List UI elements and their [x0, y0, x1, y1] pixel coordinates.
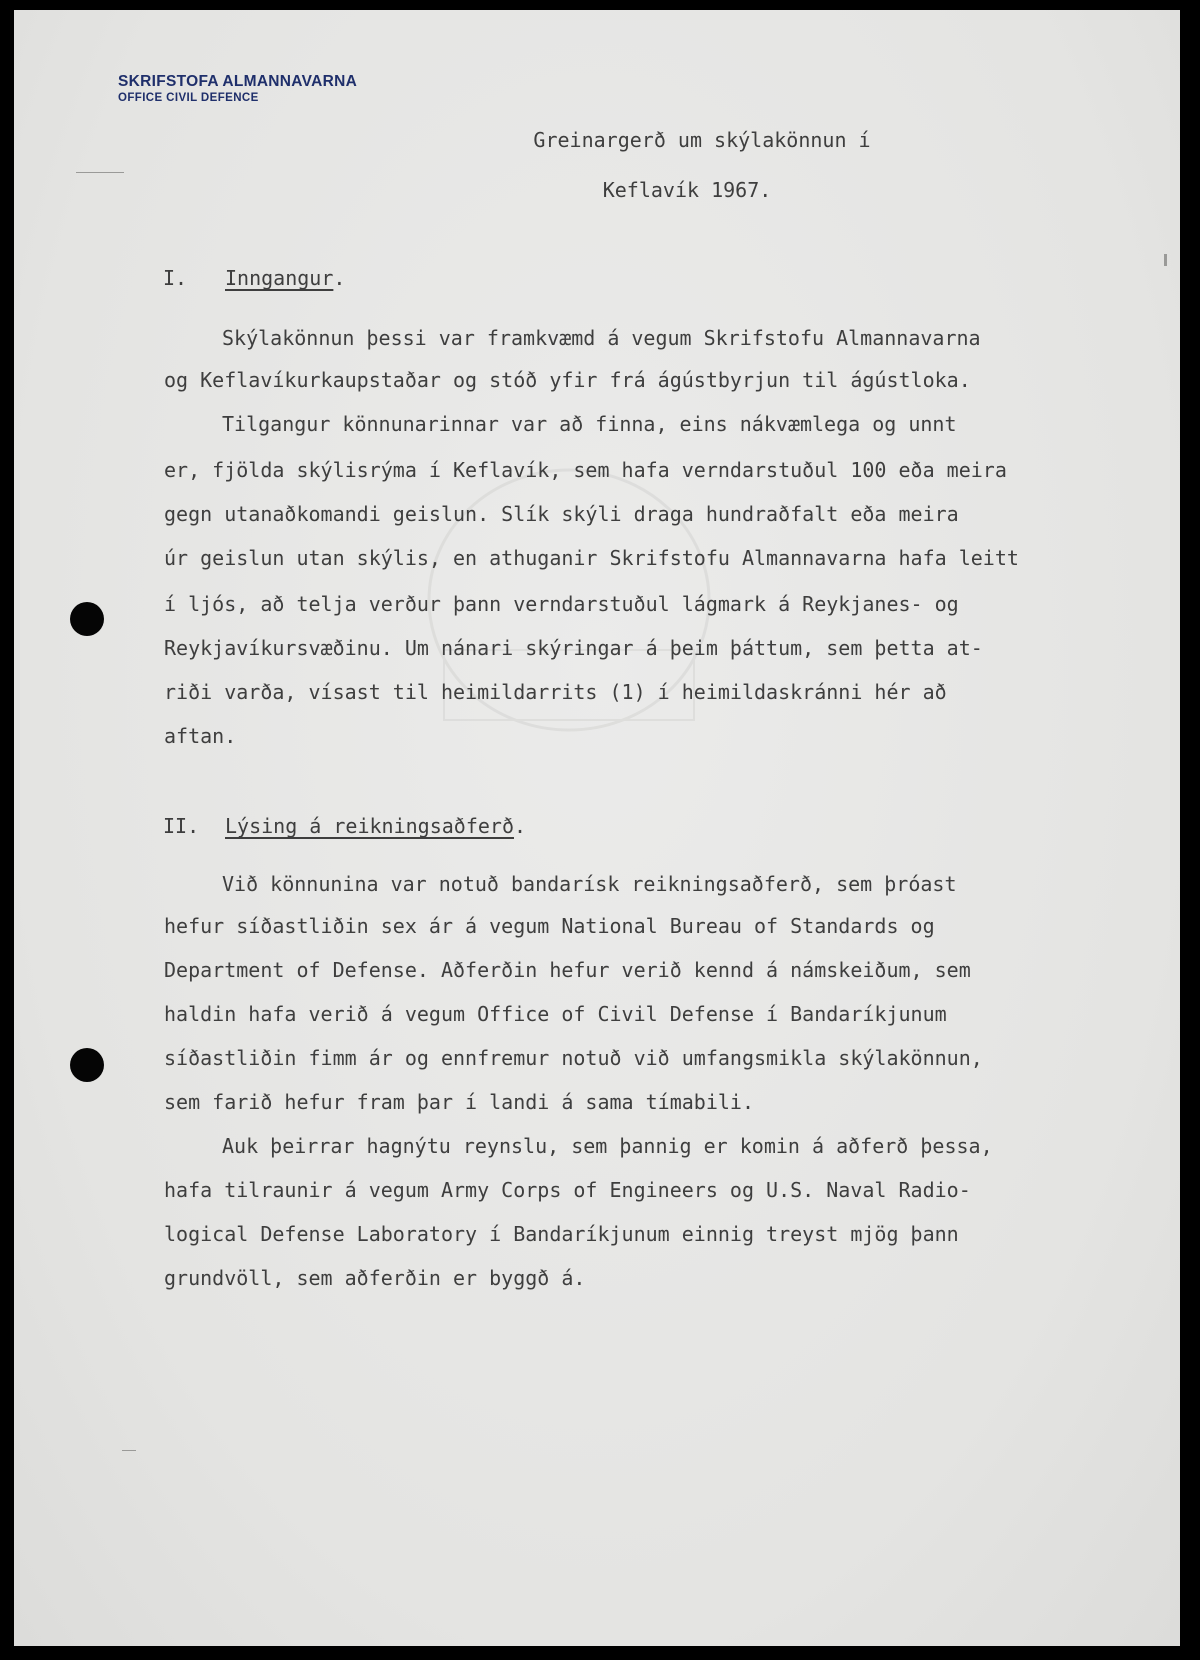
paragraph-line: er, fjölda skýlisrýma í Keflavík, sem hafa verndarstuðul 100 eða meira: [164, 458, 1007, 482]
paragraph-line: Department of Defense. Aðferðin hefur verið kennd á námskeiðum, sem: [164, 958, 971, 982]
paragraph-line: hafa tilraunir á vegum Army Corps of Engineers og U.S. Naval Radio-: [164, 1178, 971, 1202]
paragraph-line: logical Defense Laboratory í Bandaríkjunum einnig treyst mjög þann: [164, 1222, 959, 1246]
edge-mark: [76, 172, 124, 173]
paragraph-line: aftan.: [164, 724, 237, 748]
paragraph-line: gegn utanaðkomandi geislun. Slík skýli draga hundraðfalt eða meira: [164, 502, 959, 526]
document-page: [14, 10, 1180, 1646]
paragraph-line: Reykjavíkursvæðinu. Um nánari skýringar á þeim þáttum, sem þetta at-: [164, 636, 983, 660]
paragraph-line: síðastliðin fimm ár og ennfremur notuð við umfangsmikla skýlakönnun,: [164, 1046, 983, 1070]
section-heading-text: Lýsing á reikningsaðferð: [225, 814, 514, 838]
document-title-line2: Keflavík 1967.: [602, 178, 772, 202]
document-title: Greinargerð um skýlakönnun í: [533, 128, 871, 152]
paragraph-line: haldin hafa verið á vegum Office of Civil Defense í Bandaríkjunum: [164, 1002, 947, 1026]
paragraph-line: Skýlakönnun þessi var framkvæmd á vegum Skrifstofu Almannavarna: [222, 326, 981, 350]
paragraph-line: sem farið hefur fram þar í landi á sama tímabili.: [164, 1090, 755, 1114]
paragraph-line: Við könnunina var notuð bandarísk reikningsaðferð, sem þróast: [222, 872, 957, 896]
punch-hole: [70, 602, 104, 636]
section-heading-1: [163, 266, 345, 290]
paragraph-line: úr geislun utan skýlis, en athuganir Skrifstofu Almannavarna hafa leitt: [164, 546, 1019, 570]
letterhead-subtitle: OFFICE CIVIL DEFENCE: [118, 92, 259, 104]
paragraph-line: riði varða, vísast til heimildarrits (1) í heimildaskránni hér að: [164, 680, 947, 704]
punch-hole: [70, 1048, 104, 1082]
section-heading-period: .: [513, 814, 527, 838]
edge-mark: [1164, 254, 1167, 266]
letterhead-organization: SKRIFSTOFA ALMANNAVARNA: [118, 73, 358, 90]
paragraph-line: í ljós, að telja verður þann verndarstuðul lágmark á Reykjanes- og: [164, 592, 959, 616]
section-number: I.: [163, 266, 188, 290]
paragraph-line: Auk þeirrar hagnýtu reynslu, sem þannig er komin á aðferð þessa,: [222, 1134, 993, 1158]
section-heading-text: Inngangur: [225, 266, 334, 290]
paragraph-line: og Keflavíkurkaupstaðar og stóð yfir frá ágústbyrjun til ágústloka.: [164, 368, 971, 392]
paragraph-line: Tilgangur könnunarinnar var að finna, eins nákvæmlega og unnt: [222, 412, 957, 436]
section-heading-period: .: [333, 266, 346, 290]
section-number: II.: [163, 814, 200, 838]
section-heading-2: [163, 814, 526, 838]
letterhead: [118, 72, 357, 106]
paragraph-line: hefur síðastliðin sex ár á vegum National Bureau of Standards og: [164, 914, 935, 938]
paragraph-line: grundvöll, sem aðferðin er byggð á.: [164, 1266, 586, 1290]
edge-mark: [122, 1450, 136, 1451]
